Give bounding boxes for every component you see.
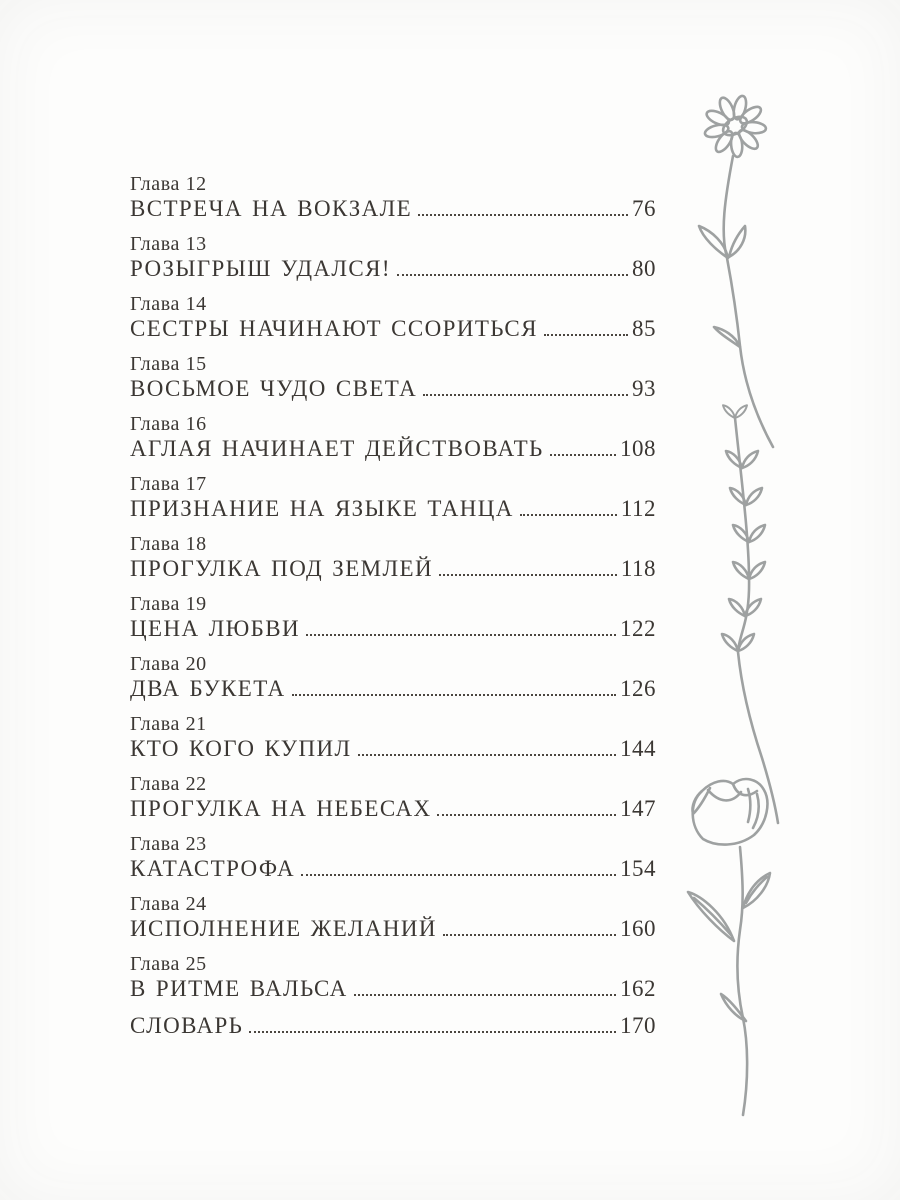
dot-leader (439, 574, 617, 576)
chapter-label: Глава 13 (130, 233, 207, 255)
toc-row (130, 736, 656, 761)
toc-entry (130, 353, 656, 401)
page-number: 118 (620, 556, 656, 581)
chapter-title: ПРОГУЛКА ПОД ЗЕМЛЕЙ (130, 556, 433, 581)
toc-entry (130, 953, 656, 1001)
dot-leader (249, 1031, 616, 1033)
chapter-label: Глава 15 (130, 353, 207, 375)
toc-entry (130, 293, 656, 341)
dot-leader (306, 634, 616, 636)
chapter-title: ИСПОЛНЕНИЕ ЖЕЛАНИЙ (130, 916, 437, 941)
toc-row (130, 676, 656, 701)
wildflower-illustration (640, 90, 840, 1135)
toc-row (130, 556, 656, 581)
chapter-label: Глава 17 (130, 473, 207, 495)
chapter-title: СЛОВАРЬ (130, 1013, 244, 1038)
toc-entry (130, 413, 656, 461)
dot-leader (292, 694, 616, 696)
chapter-title: КТО КОГО КУПИЛ (130, 736, 352, 761)
toc-entries (130, 173, 656, 1001)
toc-row (130, 316, 656, 341)
daisy-stem (699, 156, 773, 447)
dot-leader (520, 514, 617, 516)
chapter-title: РОЗЫГРЫШ УДАЛСЯ! (130, 256, 391, 281)
daisy-icon (704, 95, 767, 158)
toc-row (130, 256, 656, 281)
page-number: 85 (632, 316, 656, 341)
chapter-label: Глава 22 (130, 773, 207, 795)
chapter-title: СЕСТРЫ НАЧИНАЮТ ССОРИТЬСЯ (130, 316, 538, 341)
chapter-title: ВОСЬМОЕ ЧУДО СВЕТА (130, 376, 418, 401)
page-number: 154 (620, 856, 656, 881)
dot-leader (437, 814, 616, 816)
chapter-label: Глава 21 (130, 713, 207, 735)
chapter-title: АГЛАЯ НАЧИНАЕТ ДЕЙСТВОВАТЬ (130, 436, 544, 461)
page-number: 108 (620, 436, 656, 461)
chapter-title: ВСТРЕЧА НА ВОКЗАЛЕ (130, 196, 413, 221)
toc-row (130, 616, 656, 641)
lavender-sprig-icon (722, 405, 778, 823)
chapter-label: Глава 19 (130, 593, 207, 615)
toc-entry-glossary (130, 1013, 656, 1038)
toc-entry (130, 773, 656, 821)
page-number: 170 (620, 1013, 656, 1038)
toc-row (130, 796, 656, 821)
toc-entry (130, 533, 656, 581)
toc-row (130, 856, 656, 881)
rose-icon (692, 779, 767, 845)
toc-row (130, 436, 656, 461)
dot-leader (443, 934, 616, 936)
page-number: 76 (632, 196, 656, 221)
page-number: 144 (620, 736, 656, 761)
chapter-label: Глава 16 (130, 413, 207, 435)
table-of-contents (130, 173, 656, 1050)
toc-entry (130, 233, 656, 281)
chapter-title: В РИТМЕ ВАЛЬСА (130, 976, 348, 1001)
page-number: 160 (620, 916, 656, 941)
toc-row (130, 1013, 656, 1038)
chapter-label: Глава 18 (130, 533, 207, 555)
toc-row (130, 196, 656, 221)
page-number: 122 (620, 616, 656, 641)
chapter-label: Глава 12 (130, 173, 207, 195)
dot-leader (544, 334, 628, 336)
chapter-title: ПРИЗНАНИЕ НА ЯЗЫКЕ ТАНЦА (130, 496, 514, 521)
toc-entry (130, 833, 656, 881)
page-number: 93 (632, 376, 656, 401)
dot-leader (418, 214, 628, 216)
chapter-label: Глава 20 (130, 653, 207, 675)
toc-row (130, 496, 656, 521)
chapter-title: ПРОГУЛКА НА НЕБЕСАХ (130, 796, 432, 821)
dot-leader (397, 274, 628, 276)
toc-row (130, 976, 656, 1001)
dot-leader (550, 454, 616, 456)
toc-row (130, 916, 656, 941)
chapter-title: КАТАСТРОФА (130, 856, 295, 881)
toc-entry (130, 593, 656, 641)
toc-entry (130, 473, 656, 521)
chapter-label: Глава 25 (130, 953, 207, 975)
toc-row (130, 376, 656, 401)
chapter-label: Глава 23 (130, 833, 207, 855)
dot-leader (354, 994, 616, 996)
chapter-title: ДВА БУКЕТА (130, 676, 286, 701)
chapter-label: Глава 24 (130, 893, 207, 915)
toc-entry (130, 893, 656, 941)
dot-leader (301, 874, 616, 876)
chapter-label: Глава 14 (130, 293, 207, 315)
page-number: 80 (632, 256, 656, 281)
page-number: 147 (620, 796, 656, 821)
toc-entry (130, 653, 656, 701)
toc-entry (130, 173, 656, 221)
toc-entry (130, 713, 656, 761)
page-number: 126 (620, 676, 656, 701)
page-number: 112 (620, 496, 656, 521)
dot-leader (358, 754, 617, 756)
dot-leader (423, 394, 628, 396)
chapter-title: ЦЕНА ЛЮБВИ (130, 616, 301, 641)
page-number: 162 (620, 976, 656, 1001)
rose-stem (688, 847, 770, 1115)
